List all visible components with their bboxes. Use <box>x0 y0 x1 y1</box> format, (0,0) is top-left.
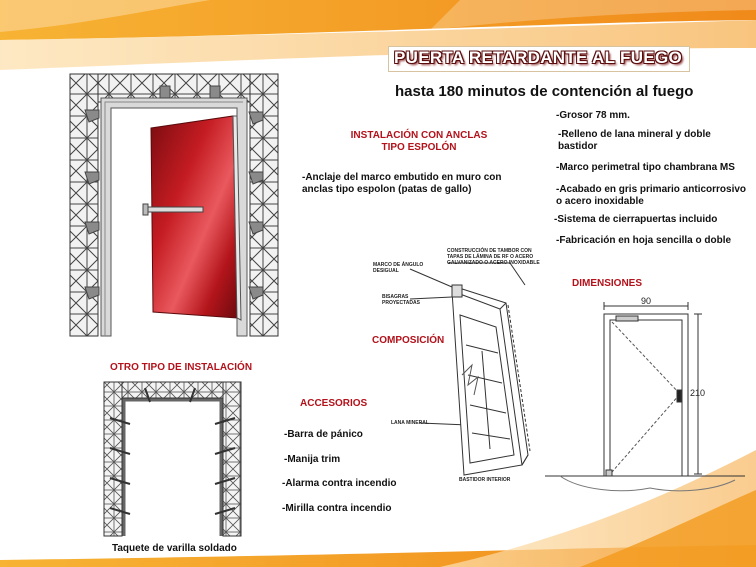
feature-closer: -Sistema de cierrapuertas incluido <box>554 214 718 225</box>
label-drum: CONSTRUCCIÓN DE TAMBOR CON TAPAS DE LÁMINA DE RF O ACERO GALVANIZADO O ACERO INOXIDABLE <box>447 248 540 266</box>
feature-fill: -Relleno de lana mineral y doble bastidor <box>558 129 711 152</box>
accessory-panic-bar: -Barra de pánico <box>284 429 363 440</box>
dimension-height: 210 <box>690 388 706 398</box>
installation-description: -Anclaje del marco embutido en muro con anclas tipo espolon (patas de gallo) <box>302 172 502 195</box>
accessories-heading: ACCESORIOS <box>300 398 368 409</box>
other-installation-heading: OTRO TIPO DE INSTALACIÓN <box>110 362 253 373</box>
label-inner: BASTIDOR INTERIOR <box>459 477 511 483</box>
other-installation-illustration <box>100 378 245 540</box>
page-title: PUERTA RETARDANTE AL FUEGO <box>394 48 682 67</box>
accessory-trim-handle: -Manija trim <box>284 454 341 465</box>
label-hinges: BISAGRAS PROYECTADAS <box>382 294 420 306</box>
other-installation-caption: Taquete de varilla soldado <box>112 543 237 554</box>
dimensions-diagram <box>540 294 750 499</box>
installation-heading <box>349 130 489 154</box>
feature-thickness: -Grosor 78 mm. <box>556 110 630 121</box>
feature-fabrication: -Fabricación en hoja sencilla o doble <box>556 235 732 246</box>
accessory-fire-alarm: -Alarma contra incendio <box>282 478 397 489</box>
page-subtitle: hasta 180 minutos de contención al fuego <box>395 83 694 100</box>
label-wool: LANA MINERAL <box>391 420 429 426</box>
feature-frame: -Marco perimetral tipo chambrana MS <box>556 162 735 173</box>
accessory-peephole: -Mirilla contra incendio <box>282 503 392 514</box>
label-frame: MARCO DE ÁNGULO DESIGUAL <box>373 262 424 274</box>
dimension-width: 90 <box>641 296 652 306</box>
composition-diagram <box>360 255 540 485</box>
installation-heading-line1: INSTALACIÓN CON ANCLAS <box>350 130 488 141</box>
feature-finish: -Acabado en gris primario anticorrosivo o acero inoxidable <box>556 184 747 207</box>
composition-heading: COMPOSICIÓN <box>372 335 445 346</box>
installation-heading-line2: TIPO ESPOLÓN <box>381 142 457 153</box>
door-illustration <box>65 72 283 342</box>
dimensions-heading: DIMENSIONES <box>572 278 643 289</box>
